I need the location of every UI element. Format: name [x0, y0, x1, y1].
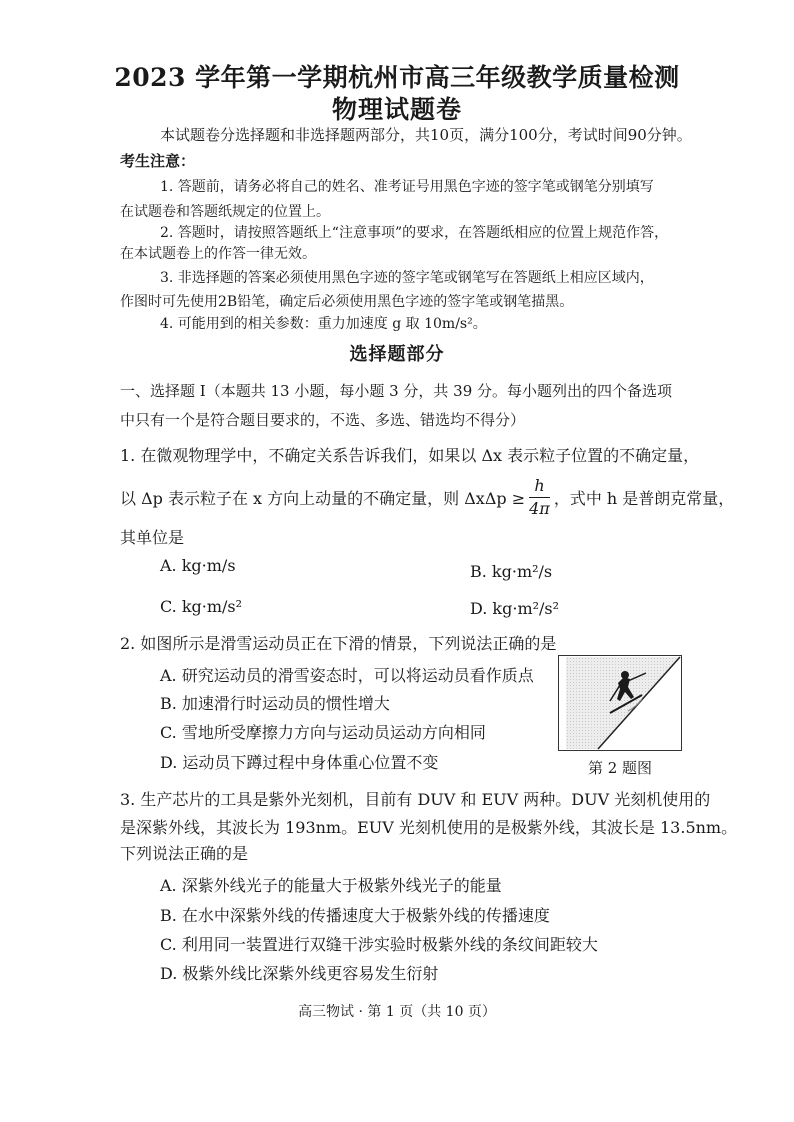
q3-line: 是深紫外线，其波长为 193nm。EUV 光刻机使用的是极紫外线，其波长是 13.5nm。 [120, 818, 738, 837]
q3-option-b[interactable]: B. 在水中深紫外线的传播速度大于极紫外线的传播速度 [160, 906, 550, 925]
q3-option-c[interactable]: C. 利用同一装置进行双缝干涉实验时极紫外线的条纹间距较大 [160, 935, 598, 954]
notice-line: 3. 非选择题的答案必须使用黑色字迹的签字笔或钢笔写在答题纸上相应区域内， [160, 270, 654, 286]
q3-line: 下列说法正确的是 [120, 844, 249, 863]
page-footer: 高三物试 · 第 1 页（共 10 页） [298, 1004, 496, 1020]
skier-illustration [558, 655, 682, 751]
q2-option-c[interactable]: C. 雪地所受摩擦力方向与运动员运动方向相同 [160, 723, 486, 742]
q1-line: 其单位是 [120, 528, 185, 547]
skier-figure [558, 655, 682, 751]
q2-option-d[interactable]: D. 运动员下蹲过程中身体重心位置不变 [160, 753, 439, 772]
q3-option-d[interactable]: D. 极紫外线比深紫外线更容易发生衍射 [160, 964, 439, 983]
q2-stem: 2. 如图所示是滑雪运动员正在下滑的情景，下列说法正确的是 [120, 634, 557, 653]
uncertainty-fraction [529, 475, 550, 520]
notice-line: 作图时可先使用2B铅笔，确定后必须使用黑色字迹的签字笔或钢笔描黑。 [120, 294, 574, 310]
q1-option-b[interactable]: B. kg·m²/s [470, 562, 553, 581]
notice-heading: 考生注意： [120, 152, 196, 170]
fraction-numerator: h [529, 475, 550, 498]
q1-line [120, 475, 734, 520]
q1-option-a[interactable]: A. kg·m/s [160, 556, 236, 575]
q3-option-a[interactable]: A. 深紫外线光子的能量大于极紫外线光子的能量 [160, 876, 502, 895]
intro-text: 本试题卷分选择题和非选择题两部分，共10页，满分100分，考试时间90分钟。 [160, 126, 692, 144]
q2-option-b[interactable]: B. 加速滑行时运动员的惯性增大 [160, 694, 390, 713]
exam-subtitle: 物理试题卷 [331, 95, 462, 124]
part-instructions: 中只有一个是符合题目要求的，不选、多选、错选均不得分） [120, 411, 526, 429]
figure-caption: 第 2 题图 [587, 759, 653, 777]
notice-line: 4. 可能用到的相关参数：重力加速度 g 取 10m/s²。 [160, 316, 487, 332]
q1-text: 以 Δp 表示粒子在 x 方向上动量的不确定量，则 ΔxΔp ≥ [120, 489, 526, 508]
notice-line: 1. 答题前，请务必将自己的姓名、准考证号用黑色字迹的签字笔或钢笔分别填写 [160, 179, 654, 195]
exam-title: 2023 学年第一学期杭州市高三年级教学质量检测 [114, 63, 680, 92]
q1-text: ，式中 h 是普朗克常量， [553, 489, 735, 508]
fraction-denominator: 4π [529, 499, 550, 518]
part-instructions: 一、选择题 I（本题共 13 小题，每小题 3 分，共 39 分。每小题列出的四个备选项 [120, 382, 673, 400]
q2-option-a[interactable]: A. 研究运动员的滑雪姿态时，可以将运动员看作质点 [160, 666, 534, 685]
q3-line: 3. 生产芯片的工具是紫外光刻机，目前有 DUV 和 EUV 两种。DUV 光刻机使用的 [120, 790, 711, 809]
notice-line: 在试题卷和答题纸规定的位置上。 [120, 204, 330, 220]
q1-option-d[interactable]: D. kg·m²/s² [470, 599, 560, 618]
notice-line: 在本试题卷上的作答一律无效。 [120, 246, 316, 262]
section-title: 选择题部分 [349, 344, 445, 365]
q1-option-c[interactable]: C. kg·m/s² [160, 597, 243, 616]
q1-line: 1. 在微观物理学中，不确定关系告诉我们，如果以 Δx 表示粒子位置的不确定量， [120, 446, 700, 465]
notice-line: 2. 答题时，请按照答题纸上“注意事项”的要求，在答题纸相应的位置上规范作答， [160, 225, 669, 241]
